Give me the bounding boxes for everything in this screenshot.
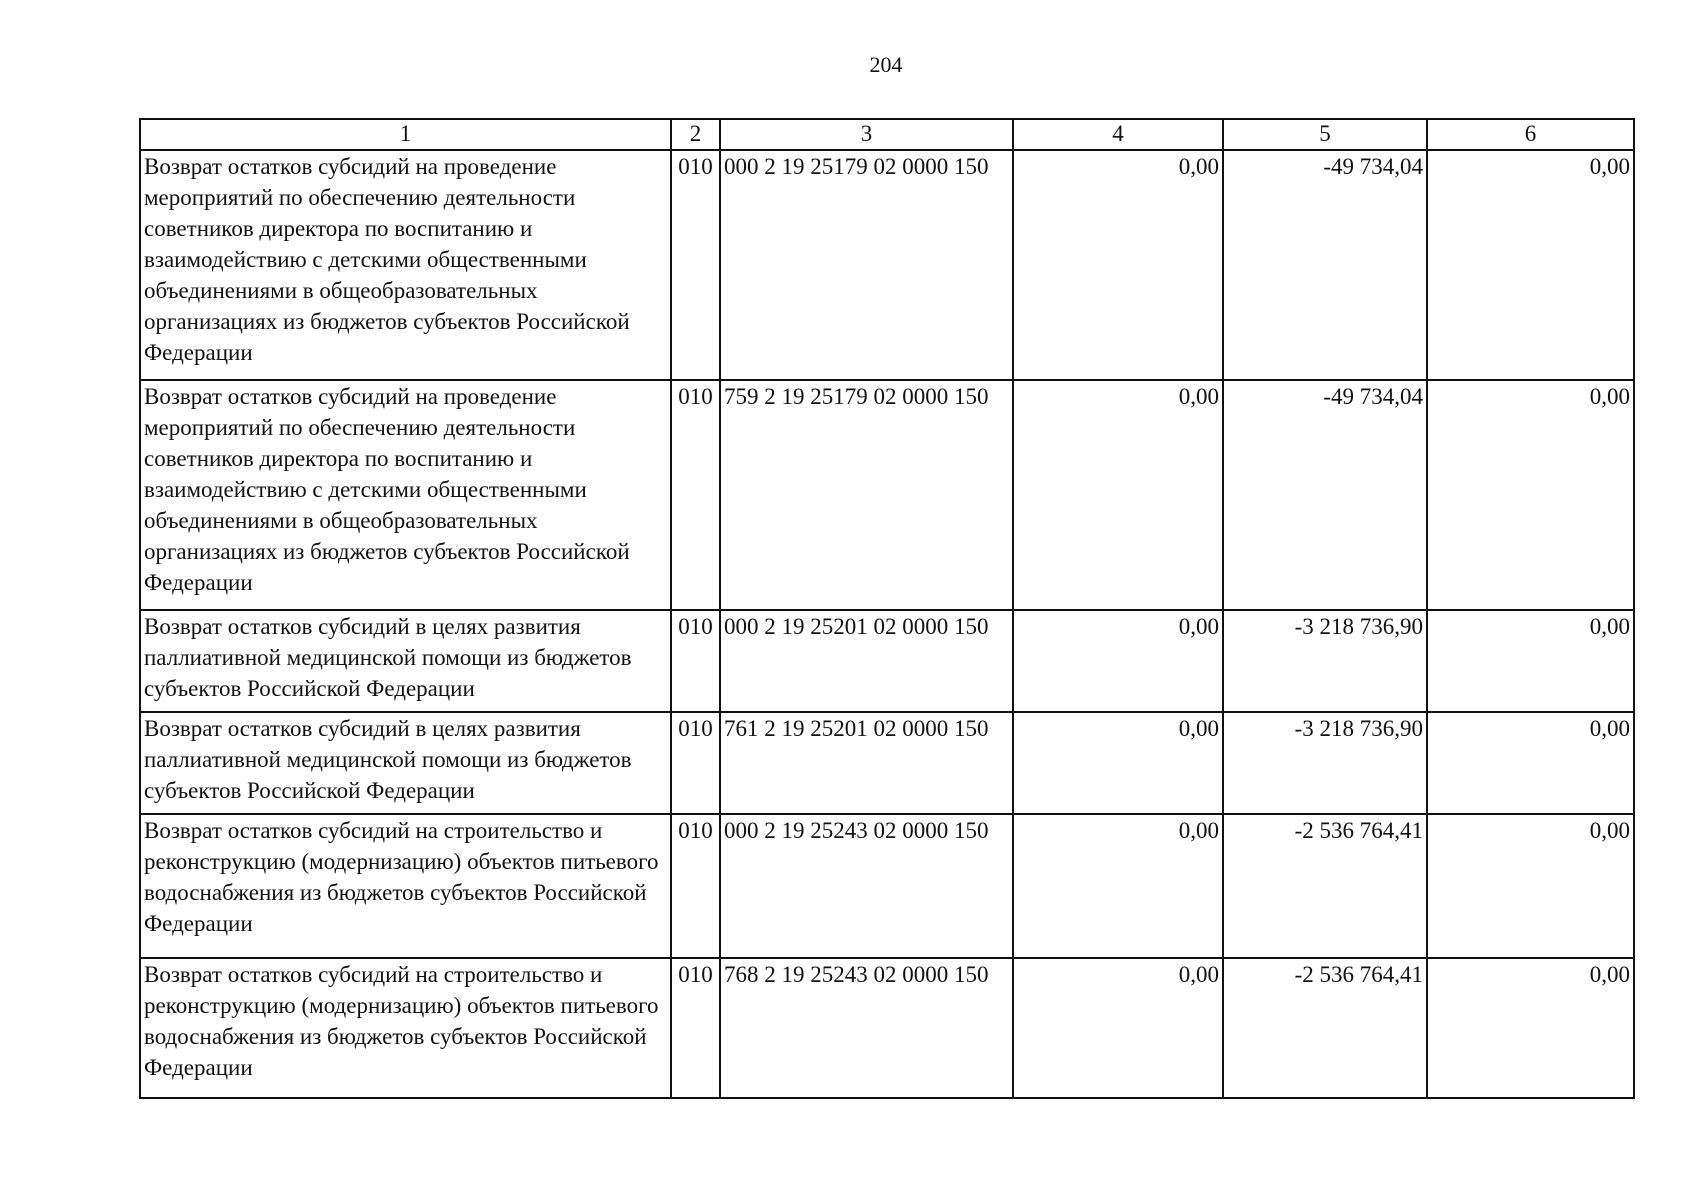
row-col6-cell: 0,00 — [1427, 380, 1634, 610]
row-section-cell: 010 — [671, 712, 720, 814]
row-col5-cell: -2 536 764,41 — [1223, 814, 1427, 958]
row-col5-cell: -3 218 736,90 — [1223, 610, 1427, 712]
row-col5-cell: -2 536 764,41 — [1223, 958, 1427, 1098]
page-number: 204 — [869, 52, 903, 77]
row-col5-cell: -49 734,04 — [1223, 380, 1427, 610]
row-col4-cell: 0,00 — [1013, 380, 1223, 610]
row-col6-cell: 0,00 — [1427, 712, 1634, 814]
row-col4-cell: 0,00 — [1013, 712, 1223, 814]
row-name-cell: Возврат остатков субсидий на строительство и реконструкцию (модернизацию) объектов питьевого водоснабжения из бюджетов субъектов Российской Федерации — [140, 814, 671, 958]
row-name-cell: Возврат остатков субсидий в целях развития паллиативной медицинской помощи из бюджетов субъектов Российской Федерации — [140, 712, 671, 814]
row-code-cell: 000 2 19 25201 02 0000 150 — [720, 610, 1013, 712]
row-col4-cell: 0,00 — [1013, 610, 1223, 712]
table-row — [140, 712, 1634, 814]
row-col4-cell: 0,00 — [1013, 150, 1223, 380]
row-code-cell: 761 2 19 25201 02 0000 150 — [720, 712, 1013, 814]
row-section-cell: 010 — [671, 958, 720, 1098]
row-col6-cell: 0,00 — [1427, 610, 1634, 712]
column-header-5: 5 — [1223, 119, 1427, 150]
row-col5-cell: -49 734,04 — [1223, 150, 1427, 380]
row-code-cell: 000 2 19 25243 02 0000 150 — [720, 814, 1013, 958]
row-section-cell: 010 — [671, 814, 720, 958]
budget-table — [139, 118, 1635, 1099]
row-code-cell: 000 2 19 25179 02 0000 150 — [720, 150, 1013, 380]
column-header-2: 2 — [671, 119, 720, 150]
table-row — [140, 380, 1634, 610]
row-section-cell: 010 — [671, 610, 720, 712]
row-col6-cell: 0,00 — [1427, 814, 1634, 958]
table-row — [140, 150, 1634, 380]
row-col5-cell: -3 218 736,90 — [1223, 712, 1427, 814]
row-col4-cell: 0,00 — [1013, 814, 1223, 958]
column-header-1: 1 — [140, 119, 671, 150]
column-header-6: 6 — [1427, 119, 1634, 150]
row-section-cell: 010 — [671, 380, 720, 610]
row-code-cell: 759 2 19 25179 02 0000 150 — [720, 380, 1013, 610]
header-row — [140, 119, 1634, 150]
row-name-cell: Возврат остатков субсидий на проведение мероприятий по обеспечению деятельности советников директора по воспитанию и взаимодействию с детскими общественными объединениями в общеобразовательных организациях из бюджетов субъектов Российской Федерации — [140, 150, 671, 380]
row-code-cell: 768 2 19 25243 02 0000 150 — [720, 958, 1013, 1098]
column-header-4: 4 — [1013, 119, 1223, 150]
table-row — [140, 814, 1634, 958]
table-row — [140, 610, 1634, 712]
row-col6-cell: 0,00 — [1427, 958, 1634, 1098]
row-section-cell: 010 — [671, 150, 720, 380]
row-name-cell: Возврат остатков субсидий в целях развития паллиативной медицинской помощи из бюджетов субъектов Российской Федерации — [140, 610, 671, 712]
row-col6-cell: 0,00 — [1427, 150, 1634, 380]
row-col4-cell: 0,00 — [1013, 958, 1223, 1098]
table-row — [140, 958, 1634, 1098]
column-header-3: 3 — [720, 119, 1013, 150]
row-name-cell: Возврат остатков субсидий на строительство и реконструкцию (модернизацию) объектов питьевого водоснабжения из бюджетов субъектов Российской Федерации — [140, 958, 671, 1098]
row-name-cell: Возврат остатков субсидий на проведение мероприятий по обеспечению деятельности советников директора по воспитанию и взаимодействию с детскими общественными объединениями в общеобразовательных организациях из бюджетов субъектов Российской Федерации — [140, 380, 671, 610]
